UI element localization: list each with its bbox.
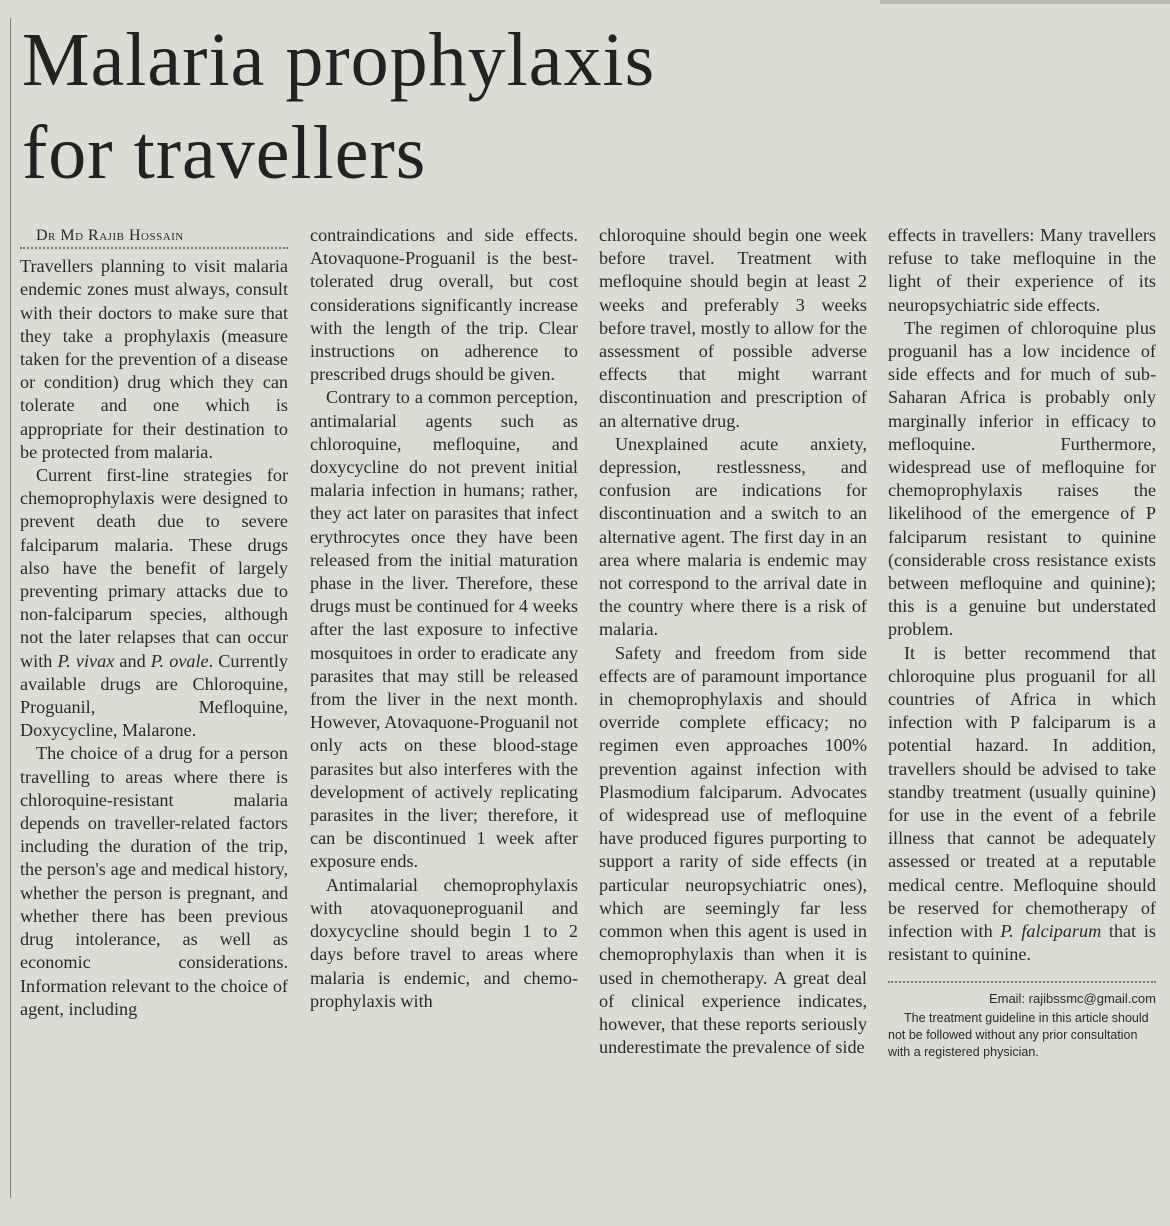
- author-email: Email: rajibssmc@gmail.com: [988, 990, 1156, 1006]
- col4-paragraph-1: effects in travellers: Many travellers refuse to take mefloquine in the light of their experience of its neuropsychiatric side effects.: [888, 225, 1156, 315]
- col1-p2-text-a: Current first-line strategies for chemoprophylaxis were designed to prevent death due to severe falciparum malaria. These drugs also have the benefit of largely preventing primary attacks due to non-falciparum species, although not the later relapses that can occur with: [20, 465, 288, 671]
- col1-paragraph-2: [20, 464, 288, 742]
- byline: Dr Md Rajib Hossain: [36, 227, 184, 244]
- col3-paragraph-1: chloroquine should begin one week before travel. Treatment with mefloquine should begin at least 2 weeks and preferably 3 weeks before travel, mostly to allow for the assessment of possible adverse effects that might warrant discontinuation and prescription of an alternative drug.: [599, 225, 867, 431]
- disclaimer-note: The treatment guideline in this article should not be followed without any prior consultation with a registered physician.: [888, 1010, 1149, 1059]
- col2-paragraph-1: contraindications and side effects. Atovaquone-Proguanil is the best-tolerated drug overall, but cost considerations significantly increase with the length of the trip. Clear instructions on adherence to prescribed drugs should be given.: [310, 225, 578, 385]
- col1-p2-text-b: . Currently available drugs are Chloroquine, Proguanil, Mefloquine, Doxycycline, Malarone.: [20, 650, 288, 741]
- column-1: [20, 224, 288, 1021]
- col4-p3-end: that is resistant to quinine.: [888, 921, 1156, 965]
- col4-paragraph-2: The regimen of chloroquine plus proguanil has a low incidence of side effects and for much of sub-Saharan Africa is probably only marginally inferior in efficacy to mefloquine. Furthermore, widespread use of mefloquine for chemoprophylaxis raises the likelihood of the emergence of P falciparum resistant to quinine (considerable cross resistance exists between mefloquine and quinine); this is a genuine but understated problem.: [888, 317, 1156, 640]
- col4-paragraph-3: [888, 642, 1156, 967]
- column-2: [310, 224, 578, 1013]
- top-rule: [880, 0, 1170, 4]
- p-falciparum-term: P. falciparum: [1000, 921, 1102, 942]
- col4-p3-text: It is better recommend that chloroquine plus proguanil for all countries of Africa in which infection with P falciparum is a potential hazard. In addition, travellers should be advised to take standby treatment (usually quinine) for use in the event of a febrile illness that cannot be adequately assessed or treated at a reputable medical centre. Mefloquine should be reserved for chemotherapy of infection with: [888, 642, 1156, 942]
- col1-paragraph-1: Travellers planning to visit malaria endemic zones must always, consult with their doctors to make sure that they take a prophylaxis (measure taken for the prevention of a disease or condition) drug which they can tolerate and one which is appropriate for their destination to be protected from malaria.: [20, 256, 288, 462]
- author-divider: [888, 981, 1156, 983]
- column-4: [888, 224, 1156, 1061]
- left-column-rule: [10, 18, 11, 1198]
- col2-paragraph-2: Contrary to a common perception, antimalarial agents such as chloroquine, mefloquine, and doxycycline do not prevent initial malaria infection in humans; rather, they act later on parasites that infect erythrocytes once they have been released from the initial maturation phase in the liver. Therefore, these drugs must be continued for 4 weeks after the last exposure to infective mosquitoes in order to eradicate any parasites that may still be released from the liver in the next month. However, Atovaquone-Proguanil not only acts on these blood-stage parasites but also interferes with the development of actively replicating parasites in the liver; therefore, it can be discontinued 1 week after exposure ends.: [310, 387, 578, 872]
- col1-paragraph-3: The choice of a drug for a person travelling to areas where there is chloroquine-resistant malaria depends on traveller-related factors including the duration of the trip, the person's age and medical history, whether the person is pregnant, and whether there has been previous drug intolerance, as well as economic considerations. Information relevant to the choice of agent, including: [20, 743, 288, 1019]
- headline-line-1: Malaria prophylaxis: [22, 18, 656, 102]
- headline: [22, 14, 862, 200]
- column-3: [599, 224, 867, 1059]
- col2-paragraph-3: Antimalarial chemoprophylaxis with atovaquoneproguanil and doxycycline should begin 1 to 2 days before travel to areas where malaria is endemic, and chemo-prophylaxis with: [310, 874, 578, 1011]
- col3-paragraph-2: Unexplained acute anxiety, depression, restlessness, and confusion are indications for discontinuation and a switch to an alternative agent. The first day in an area where malaria is endemic may not correspond to the arrival date in the country where there is a risk of malaria.: [599, 433, 867, 640]
- col1-p2-and: and: [114, 650, 151, 671]
- col3-paragraph-3: Safety and freedom from side effects are of paramount importance in chemoprophylaxis and should override complete efficacy; no regimen even approaches 100% prevention against infection with Plasmodium falciparum. Advocates of widespread use of mefloquine have produced figures purporting to support a rarity of side effects (in particular neuropsychiatric ones), which are seemingly far less common when this agent is used in chemoprophylaxis than when it is used in chemotherapy. A great deal of clinical experience indicates, however, that these reports seriously underestimate the prevalence of side: [599, 642, 867, 1058]
- p-ovale-term: P. ovale: [150, 650, 209, 671]
- headline-line-2: for travellers: [22, 111, 427, 195]
- p-vivax-term: P. vivax: [57, 650, 115, 671]
- byline-divider: [20, 247, 288, 249]
